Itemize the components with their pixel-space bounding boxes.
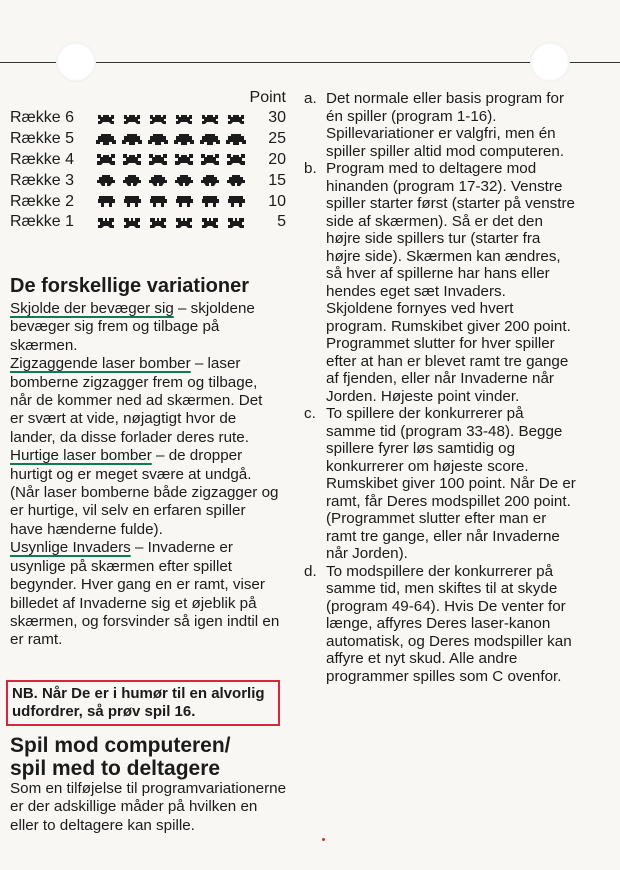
punch-hole-left bbox=[56, 42, 96, 82]
ink-speck bbox=[322, 838, 325, 841]
invader-icons bbox=[96, 195, 254, 208]
item-letter: b. bbox=[304, 160, 317, 177]
variations-title: De forskellige variationer bbox=[10, 275, 249, 297]
invader-row4-icon bbox=[200, 153, 220, 166]
variation-term: Skjolde der bevæger sig bbox=[10, 300, 174, 317]
invader-row5-icon bbox=[200, 133, 220, 146]
invader-row6-icon bbox=[174, 112, 194, 125]
invader-row3-icon bbox=[148, 174, 168, 187]
variation-term: Hurtige laser bomber bbox=[10, 447, 152, 465]
nb-callout: NB. Når De er i humør til en alvorlig udfordrer, så prøv spil 16. bbox=[6, 680, 280, 726]
invader-row2-icon bbox=[200, 195, 220, 208]
invader-icons bbox=[96, 153, 254, 166]
variation-item bbox=[10, 539, 280, 649]
item-text: Program med to deltagere mod hinanden (program 17-32). Venstre spiller starter først (starter på venstre side af skærmen). Så er det den højre side spillers tur (starter fra højre side). Skærmen kan ændres, så hver af spillerne har hans eller hendes eget sæt Invaders. Skjoldene fornyes ved hvert program. Rumskibet giver 200 point. Programmet slutter for hver spiller efter at han er blevet ramt tre gange af fjenden, eller når Invaderne når Jorden. Højeste point vinder. bbox=[326, 160, 575, 405]
item-letter: a. bbox=[304, 90, 317, 107]
invader-row2-icon bbox=[122, 195, 142, 208]
invader-icons bbox=[96, 216, 254, 229]
item-letter: d. bbox=[304, 562, 317, 580]
invader-row5-icon bbox=[226, 133, 246, 146]
item-text: To modspillere der konkurrerer på samme tid, men skiftes til at skyde (program 49-64). Hvis De venter for længe, affyres Deres laser-kanon automatisk, og Deres modspiller kan affyre et nyt skud. Alle andre programmer spilles som C ovenfor. bbox=[326, 562, 572, 685]
invader-row5-icon bbox=[148, 133, 168, 146]
variation-item bbox=[10, 300, 280, 355]
variations-section bbox=[10, 275, 280, 650]
row-points: 5 bbox=[277, 213, 286, 231]
points-table bbox=[10, 88, 288, 233]
variation-text: – skjoldene bevæger sig frem og tilbage på skærmen. bbox=[10, 300, 255, 354]
invader-row5-icon bbox=[122, 133, 142, 146]
invader-row3-icon bbox=[96, 174, 116, 187]
points-header: Point bbox=[249, 89, 286, 106]
variation-term: Zigzaggende laser bomber bbox=[10, 355, 191, 373]
invader-row1-icon bbox=[226, 216, 246, 229]
row-label: Række 6 bbox=[10, 109, 75, 127]
invader-icons bbox=[96, 174, 254, 187]
row-label: Række 4 bbox=[10, 150, 75, 168]
invader-row6-icon bbox=[122, 112, 142, 125]
invader-row1-icon bbox=[96, 216, 116, 229]
variation-item bbox=[10, 447, 280, 539]
variation-text: – laser bomberne zigzagger frem og tilbage, når de kommer ned ad skærmen. Det er svært at vide, nøjagtigt hvor de lander, da disse forlader deres rute. bbox=[10, 355, 263, 446]
invader-row6-icon bbox=[226, 112, 246, 125]
variation-item bbox=[10, 355, 280, 447]
play-modes-section bbox=[10, 734, 288, 835]
points-row bbox=[10, 150, 288, 171]
play-modes-title-line2: spil med to deltagere bbox=[10, 757, 221, 780]
invader-row5-icon bbox=[174, 133, 194, 146]
invader-row4-icon bbox=[174, 153, 194, 166]
points-row bbox=[10, 108, 288, 129]
invader-row1-icon bbox=[200, 216, 220, 229]
invader-row3-icon bbox=[200, 174, 220, 187]
invader-row4-icon bbox=[148, 153, 168, 166]
row-label: Række 2 bbox=[10, 192, 75, 210]
row-label: Række 5 bbox=[10, 130, 75, 148]
points-row bbox=[10, 212, 288, 233]
invader-row4-icon bbox=[122, 153, 142, 166]
program-item-b bbox=[304, 160, 576, 405]
item-text: Det normale eller basis program for én spiller (program 1-16). Spillevariationer er valgfri, men én spiller spiller altid mod computeren. bbox=[326, 90, 565, 160]
item-text: To spillere der konkurrerer på samme tid (program 33-48). Begge spillere fyrer løs samtidig og konkurrerer om højeste score. Rumskibet giver 100 point. Når De er ramt, får Deres modspillet 200 point. (Programmet slutter efter man er ramt tre gange, eller når Invaderne når Jorden). bbox=[326, 405, 576, 562]
invader-row2-icon bbox=[226, 195, 246, 208]
invader-row2-icon bbox=[174, 195, 194, 208]
program-item-c bbox=[304, 405, 576, 563]
row-points: 10 bbox=[268, 192, 286, 210]
row-points: 30 bbox=[268, 109, 286, 127]
invader-row4-icon bbox=[226, 153, 246, 166]
invader-row3-icon bbox=[122, 174, 142, 187]
row-points: 20 bbox=[268, 150, 286, 168]
row-label: Række 1 bbox=[10, 213, 75, 231]
variation-term: Usynlige Invaders bbox=[10, 539, 131, 557]
invader-row6-icon bbox=[148, 112, 168, 125]
invader-row6-icon bbox=[200, 112, 220, 125]
invader-row1-icon bbox=[122, 216, 142, 229]
invader-icons bbox=[96, 112, 254, 125]
points-row bbox=[10, 170, 288, 191]
invader-row3-icon bbox=[174, 174, 194, 187]
points-row bbox=[10, 129, 288, 150]
program-item-d bbox=[304, 563, 576, 686]
play-modes-text: Som en tilføjelse til programvariationerne er der adskillige måder på hvilken en eller to deltagere kan spille. bbox=[10, 780, 287, 834]
points-row bbox=[10, 191, 288, 212]
invader-row5-icon bbox=[96, 133, 116, 146]
variation-text: – Invaderne er usynlige på skærmen efter spillet begynder. Hver gang en er ramt, viser billedet af Invaderne sig et øjeblik på skærmen, og forsvinder så igen indtil en er ramt. bbox=[10, 539, 280, 649]
invader-row1-icon bbox=[148, 216, 168, 229]
row-label: Række 3 bbox=[10, 171, 75, 189]
invader-row2-icon bbox=[148, 195, 168, 208]
invader-row4-icon bbox=[96, 153, 116, 166]
invader-row2-icon bbox=[96, 195, 116, 208]
row-points: 25 bbox=[268, 130, 286, 148]
invader-row6-icon bbox=[96, 112, 116, 125]
punch-hole-right bbox=[530, 42, 570, 82]
invader-row1-icon bbox=[174, 216, 194, 229]
row-points: 15 bbox=[268, 171, 286, 189]
invader-row3-icon bbox=[226, 174, 246, 187]
program-list bbox=[304, 90, 576, 685]
play-modes-title-line1: Spil mod computeren/ bbox=[10, 734, 231, 757]
variation-text: – de dropper hurtigt og er meget svære at undgå. (Når laser bomberne både zigzagger og er hurtige, vil selv en erfaren spiller have hænderne fulde). bbox=[10, 447, 279, 538]
program-item-a bbox=[304, 90, 576, 160]
item-letter: c. bbox=[304, 405, 316, 422]
invader-icons bbox=[96, 133, 254, 146]
